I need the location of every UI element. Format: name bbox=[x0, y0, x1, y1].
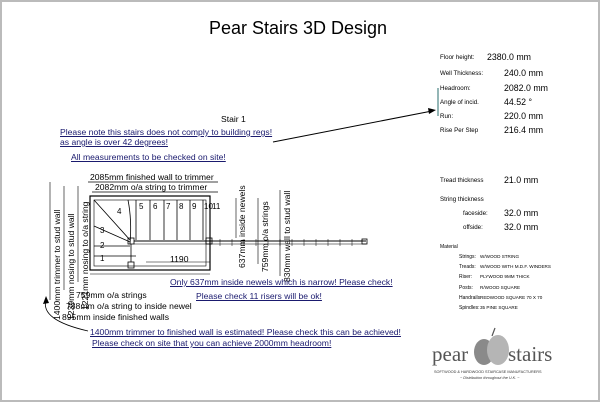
material-label: Handrails: bbox=[459, 295, 482, 301]
spec-angle-label: Angle of incid. bbox=[440, 99, 479, 106]
note-measurements: All measurements to be checked on site! bbox=[71, 152, 226, 162]
spec-faceside-label: faceside: bbox=[463, 210, 488, 217]
material-value: 35 PINE SQUARE bbox=[480, 305, 518, 310]
spec-tread-thickness-label: Tread thickness bbox=[440, 177, 484, 184]
spec-faceside: 32.0 mm bbox=[504, 208, 539, 218]
spec-floor-height: 2380.0 mm bbox=[487, 52, 532, 62]
bottom-newel bbox=[128, 262, 134, 268]
dim-1221-vertical: 1221mm nosing to o/a string bbox=[80, 201, 90, 310]
material-label: Treads: bbox=[459, 264, 476, 270]
material-label: Riser: bbox=[459, 274, 473, 280]
spec-tread-thickness: 21.0 mm bbox=[504, 175, 539, 185]
page-title: Pear Stairs 3D Design bbox=[208, 18, 388, 38]
dim-1239-vertical: 1239mm nosing to stud wall bbox=[66, 213, 76, 320]
spec-offside-label: offside: bbox=[463, 224, 483, 231]
spec-run: 220.0 mm bbox=[504, 111, 544, 121]
spec-offside: 32.0 mm bbox=[504, 222, 539, 232]
note-regs-line2: as angle is over 42 degrees! bbox=[60, 137, 168, 147]
spec-floor-height-label: Floor height: bbox=[440, 54, 475, 61]
material-label: Spindles: bbox=[459, 305, 480, 311]
logo-tagline-distribution: ~ Distribution throughout the U.K. ~ bbox=[460, 376, 520, 380]
material-value: PLYWOOD 9MM THICK bbox=[480, 274, 530, 279]
spec-angle: 44.52 ° bbox=[504, 97, 532, 107]
material-label: Strings: bbox=[459, 254, 476, 260]
dim-788: 788mm o/a string to inside newel bbox=[66, 301, 192, 311]
tread-number: 11 bbox=[212, 202, 221, 211]
tread-number: 7 bbox=[166, 202, 171, 211]
dim-1400-vertical: 1400mm trimmer to stud wall bbox=[52, 209, 62, 320]
run-arrow-head bbox=[428, 108, 436, 114]
note-headroom: Please check on site that you can achieve 2000mm headroom! bbox=[92, 338, 332, 348]
tread-number: 6 bbox=[153, 202, 158, 211]
logo-word-pear: pear bbox=[432, 342, 469, 366]
spec-headroom-label: Headroom: bbox=[440, 85, 471, 92]
tread-number: 9 bbox=[192, 202, 197, 211]
dim-1190: 1190 bbox=[170, 254, 189, 264]
material-label: Posts: bbox=[459, 285, 473, 291]
tread-number: 1 bbox=[100, 254, 105, 263]
spec-rise: 216.4 mm bbox=[504, 125, 544, 135]
tread-number: 3 bbox=[100, 226, 105, 235]
material-heading: Material bbox=[440, 244, 458, 250]
dim-2085: 2085mm finished wall to trimmer bbox=[90, 172, 214, 182]
note-risers: Please check 11 risers will be ok! bbox=[196, 291, 322, 301]
tread-number: 2 bbox=[100, 241, 105, 250]
note-trimmer: 1400mm trimmer to finished wall is estimated! Please check this can be achieved! bbox=[90, 327, 401, 337]
material-value: W/WOOD WITH M.D.F. WINDERS bbox=[480, 264, 551, 269]
material-value: REDWOOD SQUARE 70 X 70 bbox=[480, 295, 543, 300]
material-value: W/WOOD STRING bbox=[480, 254, 520, 259]
note-newels: Only 637mm inside newels which is narrow! Please check! bbox=[170, 277, 393, 287]
stair-label: Stair 1 bbox=[221, 114, 246, 124]
dim-637-vertical: 637mm inside newels bbox=[237, 185, 247, 268]
run-arrow-line bbox=[273, 111, 432, 142]
tread-number: 8 bbox=[179, 202, 184, 211]
dim-759: 759mm o/a strings bbox=[76, 290, 147, 300]
spec-well: 240.0 mm bbox=[504, 68, 544, 78]
logo-tagline: SOFTWOOD & HARDWOOD STAIRCASE MANUFACTURERS bbox=[434, 370, 542, 374]
note-regs-line1: Please note this stairs does not comply to building regs! bbox=[60, 127, 273, 137]
tread-number: 5 bbox=[139, 202, 144, 211]
spec-rise-label: Rise Per Step bbox=[440, 127, 479, 134]
dim-830-vertical: 830mm wall to stud wall bbox=[282, 190, 292, 282]
spec-headroom: 2082.0 mm bbox=[504, 83, 549, 93]
dim-759-vertical: 759mm o/a strings bbox=[260, 201, 270, 272]
dim-2082: 2082mm o/a string to trimmer bbox=[95, 182, 208, 192]
spec-run-label: Run: bbox=[440, 113, 454, 120]
material-value: R/WOOD SQUARE bbox=[480, 285, 521, 290]
tread-number: 10 bbox=[204, 202, 213, 211]
dim-895: 895mm inside finished walls bbox=[62, 312, 169, 322]
tread-number: 4 bbox=[117, 207, 122, 216]
spec-well-label: Well Thickness: bbox=[440, 70, 484, 77]
logo-word-stairs: stairs bbox=[508, 342, 553, 366]
spec-string-thickness-label: String thickness bbox=[440, 196, 484, 203]
